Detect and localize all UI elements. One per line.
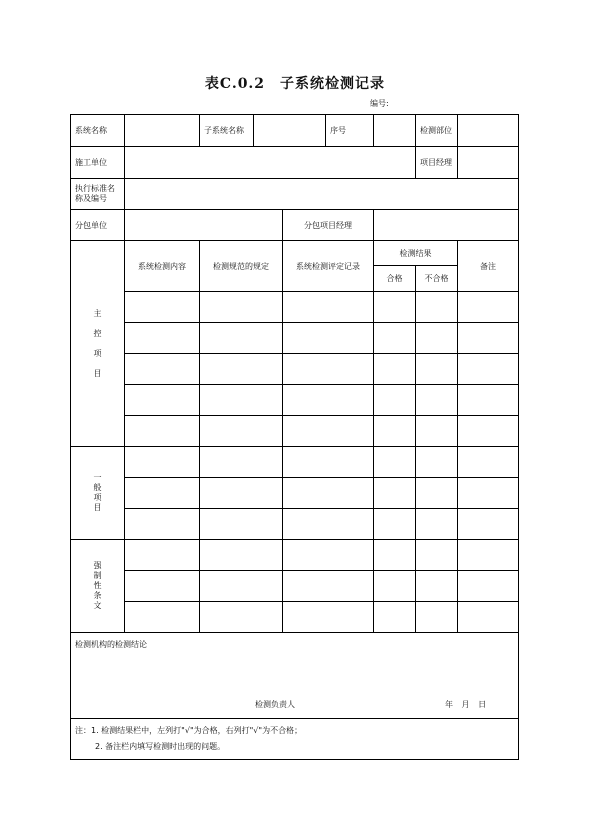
construction-unit-field[interactable] (125, 147, 416, 179)
notes-cell (71, 719, 519, 760)
subsystem-name-label: 子系统名称 (200, 115, 254, 147)
header-result: 检测结果 (374, 241, 458, 266)
standard-field[interactable] (125, 179, 519, 210)
construction-unit-label: 施工单位 (71, 147, 125, 179)
inspect-dept-label: 检测部位 (416, 115, 458, 147)
sub-unit-label: 分包单位 (71, 210, 125, 241)
table-row (71, 478, 519, 509)
system-name-field[interactable] (125, 115, 200, 147)
table-row (71, 385, 519, 416)
note-line-1: 注：1. 检测结果栏中，左列打"√"为合格，右列打"√"为不合格； (75, 726, 303, 735)
table-row (71, 416, 519, 447)
conclusion-cell[interactable] (71, 633, 519, 719)
inspection-record-table (70, 114, 519, 760)
table-row (71, 602, 519, 633)
header-fail: 不合格 (416, 266, 458, 292)
inspect-dept-field[interactable] (458, 115, 519, 147)
table-row (71, 509, 519, 540)
subsystem-name-field[interactable] (254, 115, 326, 147)
header-pass: 合格 (374, 266, 416, 292)
section-main-control: 主 控 项 目 (71, 241, 125, 447)
table-row (71, 292, 519, 323)
seq-no-field[interactable] (374, 115, 416, 147)
conclusion-label: 检测机构的检测结论 (75, 640, 147, 649)
section-mandatory: 强 制 性 条 文 (71, 540, 125, 633)
system-name-label: 系统名称 (71, 115, 125, 147)
header-remark: 备注 (458, 241, 519, 292)
note-line-2: 2. 备注栏内填写检测时出现的问题。 (95, 742, 226, 751)
date-label: 年 月 日 (445, 700, 487, 709)
form-title: 表C.0.2 子系统检测记录 (204, 76, 386, 92)
project-manager-field[interactable] (458, 147, 519, 179)
project-manager-label: 项目经理 (416, 147, 458, 179)
signer-label: 检测负责人 (255, 700, 295, 709)
header-content: 系统检测内容 (125, 241, 200, 292)
table-row (71, 447, 519, 478)
table-row (71, 540, 519, 571)
table-row (71, 323, 519, 354)
table-row (71, 354, 519, 385)
header-spec: 检测规范的规定 (200, 241, 283, 292)
table-row (71, 571, 519, 602)
header-record: 系统检测评定记录 (283, 241, 374, 292)
section-general: 一 般 项 目 (71, 447, 125, 540)
sub-unit-field[interactable] (125, 210, 283, 241)
doc-number-label: 编号: (370, 99, 389, 108)
seq-no-label: 序号 (326, 115, 374, 147)
sub-manager-label: 分包项目经理 (283, 210, 374, 241)
sub-manager-field[interactable] (374, 210, 519, 241)
standard-label: 执行标准名 称及编号 (71, 179, 125, 210)
